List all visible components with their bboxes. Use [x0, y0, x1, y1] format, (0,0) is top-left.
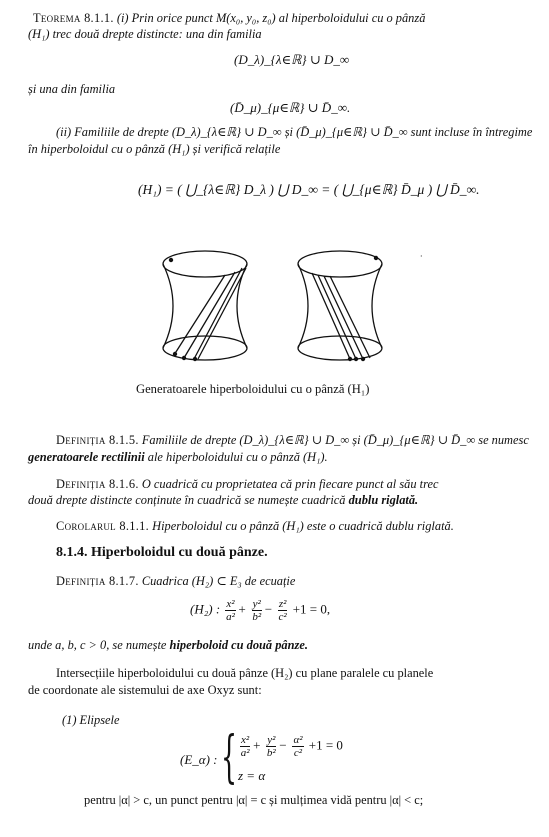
- theorem-label: Teorema 8.1.1.: [33, 11, 114, 25]
- item1-frac-y2-b2: $\frac{\text{y²}}{\text{b²}}$: [266, 734, 276, 759]
- theorem-line-2: (H₁) trec două drepte distincte: una din familia: [28, 27, 262, 41]
- theorem-line-3: și una din familia: [28, 82, 116, 96]
- theorem-eq-1: (D_λ)_{λ∈ℝ} ∪ D_∞: [234, 52, 350, 67]
- def-815-text-1: Familiile de drepte (D_λ)_{λ∈ℝ} ∪ D_∞ și (D̄_μ)_{μ∈ℝ} ∪ D̄_∞ se numesc: [141, 433, 529, 447]
- right-top-ellipse: [298, 251, 382, 277]
- item1-brace: {: [221, 725, 238, 790]
- item1-label: (1) Elipsele: [62, 713, 120, 727]
- figure-caption: Generatoarele hiperboloidului cu o pânză (H₁): [136, 382, 370, 396]
- def-816-line-1: [56, 476, 438, 492]
- def-817-after: unde a, b, c > 0, se numește: [28, 638, 167, 652]
- para-line-2: de coordonate ale sistemului de axe Oxyz sunt:: [28, 683, 262, 697]
- def-816-label: Definiția 8.1.6.: [56, 477, 139, 491]
- item1-frac-alpha2-c2: $\frac{\text{α²}}{\text{c²}}$: [293, 734, 303, 759]
- def-817-equation: (H₂) : $\frac{\text{x²}}{\text{a²}}$ + $\frac{\text{y²}}{\text{b²}}$ − $\frac{\text{z²}}{\text{c²}}$ +1 = 0,: [190, 598, 331, 623]
- item1-eq-row-1: $\frac{\text{x²}}{\text{a²}}$ + $\frac{\text{y²}}{\text{b²}}$ − $\frac{\text{α²}}{\text{c²}}$ +1 = 0: [240, 734, 343, 759]
- theorem-line-4: (ii) Familiile de drepte (D_λ)_{λ∈ℝ} ∪ D_∞ și (D̄_μ)_{μ∈ℝ} ∪ D̄_∞ sunt incluse în întregime: [56, 125, 533, 139]
- theorem-eq-2: (D̄_μ)_{μ∈ℝ} ∪ D̄_∞.: [230, 100, 351, 115]
- item1-eq-row-2: z = α: [238, 768, 266, 783]
- para-line-1: Intersecțiile hiperboloidului cu două pânze (H₂) cu plane paralele cu planele: [56, 666, 434, 680]
- def-817-after-line: [28, 637, 308, 653]
- def-816-bold: dublu riglată.: [348, 493, 419, 507]
- def-817-bold: hiperboloid cu două pânze.: [169, 638, 308, 652]
- left-left-profile: [163, 264, 173, 348]
- def-816-text-1: O cuadrică cu proprietatea că prin fiecare punct al său trec: [141, 477, 439, 491]
- theorem-line-1: [33, 10, 425, 26]
- corollary-text: Hiperboloidul cu o pânză (H₁) este o cuadrică dublu riglată.: [152, 519, 454, 533]
- left-generator-1: [184, 272, 235, 358]
- def-815-bold: generatoarele rectilinii: [28, 450, 145, 464]
- right-generator-3: [324, 276, 363, 359]
- section-heading: 8.1.4. Hiperboloidul cu două pânze.: [56, 545, 268, 560]
- def-817-eq-rhs: +1 = 0,: [292, 601, 331, 617]
- frac-y2-b2: $\frac{\text{y²}}{\text{b²}}$: [252, 598, 262, 623]
- def-815-label: Definiția 8.1.5.: [56, 433, 139, 447]
- def-817-label: Definiția 8.1.7.: [56, 574, 139, 588]
- theorem-line-5: în hiperboloidul cu o pânză (H₁) și verifică relațile: [28, 142, 281, 156]
- corollary-label: Corolarul 8.1.1.: [56, 519, 150, 533]
- def-815-line-1: [56, 432, 529, 448]
- theorem-text-1: (i) Prin orice punct M(x₀, y₀, z₀) al hiperboloidului cu o pânză: [116, 11, 426, 25]
- def-816-text-2: două drepte distincte conținute în cuadrică se numește cuadrică: [28, 493, 346, 507]
- hyperboloid-left: [163, 251, 247, 360]
- corollary-line: [56, 518, 454, 534]
- frac-x2-a2: $\frac{\text{x²}}{\text{a²}}$: [226, 598, 235, 623]
- figure-dot-mark: ·: [420, 252, 423, 261]
- left-bottom-ellipse: [163, 336, 247, 360]
- right-left-profile: [298, 264, 308, 348]
- item1-eq-lhs: (E_α) :: [180, 752, 218, 767]
- def-817-eq-lhs: (H₂) :: [190, 601, 221, 617]
- hyperboloid-right: [298, 251, 382, 360]
- theorem-big-eq: (H₁) = ( ⋃_{λ∈ℝ} D_λ ) ⋃ D_∞ = ( ⋃_{μ∈ℝ} D̄_μ ) ⋃ D̄_∞.: [138, 182, 480, 197]
- def-817-line-1: [56, 573, 295, 589]
- def-817-text: Cuadrica (H₂) ⊂ E₃ de ecuație: [141, 574, 296, 588]
- right-generator-1: [312, 273, 350, 359]
- item1-final: pentru |α| > c, un punct pentru |α| = c și mulțimea vidă pentru |α| < c;: [84, 793, 424, 807]
- def-815-line-2: [28, 449, 328, 465]
- def-815-rest: ale hiperboloidului cu o pânză (H₁).: [147, 450, 328, 464]
- item1-frac-x2-a2: $\frac{\text{x²}}{\text{a²}}$: [240, 734, 250, 759]
- hyperboloid-figure: [150, 238, 410, 378]
- right-right-profile: [372, 264, 382, 348]
- def-816-line-2: [28, 492, 418, 508]
- frac-z2-c2: $\frac{\text{z²}}{\text{c²}}$: [278, 598, 287, 623]
- item1-eq-row-1-tail: +1 = 0: [308, 737, 343, 753]
- left-generator-4: [198, 268, 246, 359]
